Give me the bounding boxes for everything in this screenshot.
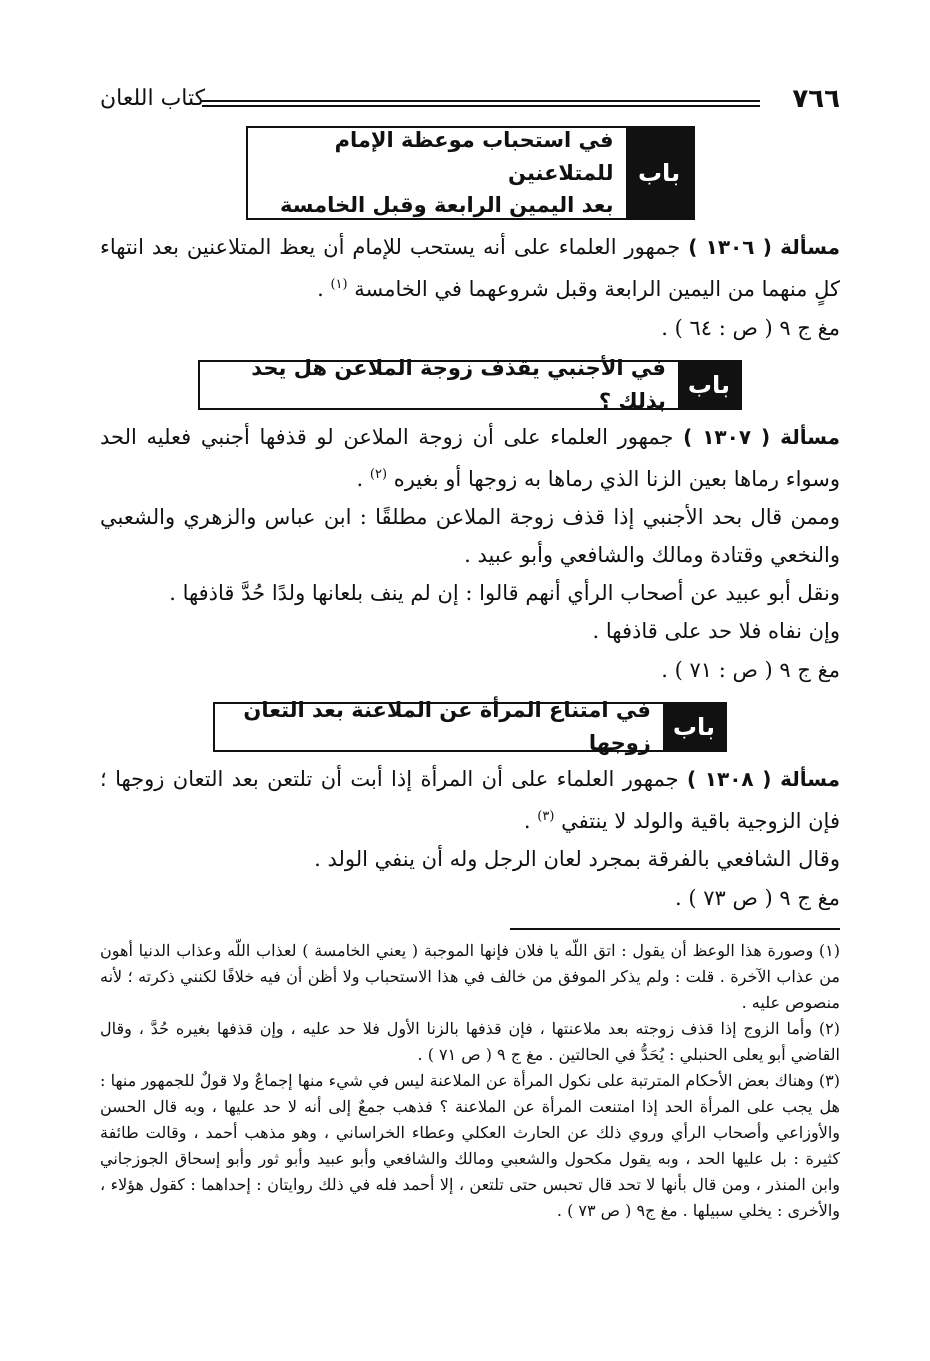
issue-body: جمهور العلماء على أن المرأة إذا أبت أن تلتعن بعد التعان زوجها ؛ فإن الزوجية باقية والولد لا ينتفي <box>100 767 840 833</box>
issue-label: مسألة ( ١٣٠٧ ) <box>683 425 840 449</box>
footnote: (١) وصورة هذا الوعظ أن يقول : اتق اللّه يا فلان فإنها الموجبة ( يعني الخامسة ) لعذاب اللّه وعذاب الدنيا أهون من عذاب الآخرة . قلت : ولم يذكر الموفق من خالف في هذا الاستحباب ولا أظن أن فيه خلافًا لكنني ذكرته ؛ لأنه منصوص عليه . <box>100 941 840 1012</box>
chapter-heading-1 <box>246 126 695 220</box>
source-reference: مغ ج ٩ ( ص : ٧١ ) . <box>661 658 840 682</box>
footnote: (٢) وأما الزوج إذا قذف زوجته بعد ملاعنتها ، فإن قذفها بالزنا الأول فلا حد عليه ، وإن قذفها بغيره حُدَّ ، وقال القاضي أبو يعلى الحنبلي : يُحَدُّ في الحالتين . مغ ج ٩ ( ص ٧١ ) . <box>100 1019 840 1064</box>
issue-text <box>100 418 840 498</box>
paragraph: وإن نفاه فلا حد على قاذفها . <box>592 619 840 643</box>
footnote-mark: (١) <box>330 277 348 292</box>
issue-text <box>100 760 840 840</box>
paragraph: وقال الشافعي بالفرقة بمجرد لعان الرجل وله أن ينفي الولد . <box>314 847 840 871</box>
chapter-title-line: في امتناع المرأة عن الملاعنة بعد التعان زوجها <box>243 698 651 755</box>
footnotes <box>100 938 840 1224</box>
footnote-separator <box>510 928 840 930</box>
chapter-heading-3 <box>213 698 727 755</box>
issue-label: مسألة ( ١٣٠٦ ) <box>688 235 840 259</box>
footnote: (٣) وهناك بعض الأحكام المترتبة على نكول المرأة عن الملاعنة ليس في شيء منها إجماعٌ ولا قولٌ للجمهور منها : هل يجب على المرأة الحد إذا امتنعت المرأة عن الملاعنة ؟ فذهب جمعٌ إلى أنه لا حد عليها ، وبه قال الحسن والأوزاعي وأصحاب الرأي وروي ذلك عن الحارث العكلي وعطاء الخراساني ، وهو مذهب أحمد ، وقالت طائفة كثيرة : بل عليها الحد ، وبه يقول مكحول والشعبي ومالك والشافعي وأبو عبيد وأبو ثور وأبو إسحاق الجوزجاني وابن المنذر ، ومن قال بأنها لا تحد قال تحبس حتى تلتعن ، إلا أحمد فله في ذلك روايتان : إحداهما : كقول هؤلاء ، والأخرى : يخلي سبيلها . مغ ج٩ ( ص ٧٣ ) . <box>100 1071 840 1220</box>
issue-1307 <box>100 418 840 690</box>
chapter-label: باب <box>626 128 693 218</box>
issue-text <box>100 228 840 308</box>
book-title: كتاب اللعان <box>100 86 206 111</box>
chapter-label: باب <box>678 362 740 408</box>
issue-1308 <box>100 760 840 918</box>
chapter-title <box>248 128 626 218</box>
header-rule <box>202 100 760 107</box>
issue-body: جمهور العلماء على أنه يستحب للإمام أن يعظ المتلاعنين بعد انتهاء كلٍ منهما من اليمين الرابعة وقبل شروعهما في الخامسة <box>100 235 840 301</box>
page-number: ٧٦٦ <box>792 84 840 114</box>
chapter-title-line: في استحباب موعظة الإمام للمتلاعنين <box>334 128 614 185</box>
issue-body: جمهور العلماء على أن زوجة الملاعن لو قذفها أجنبي فعليه الحد وسواء رماها بعين الزنا الذي رماها به زوجها أو بغيره <box>100 425 840 491</box>
chapter-title <box>200 356 678 413</box>
page-header <box>100 82 840 116</box>
issue-label: مسألة ( ١٣٠٨ ) <box>686 767 840 791</box>
issue-1306 <box>100 228 840 348</box>
paragraph: ونقل أبو عبيد عن أصحاب الرأي أنهم قالوا : إن لم ينف بلعانها ولدًا حُدَّ قاذفها . <box>169 581 840 605</box>
chapter-heading-2 <box>198 356 742 413</box>
issue-tail: . <box>317 277 331 301</box>
source-reference: مغ ج ٩ ( ص ٧٣ ) . <box>674 886 840 910</box>
footnote-mark: (٢) <box>369 467 388 482</box>
source-reference: مغ ج ٩ ( ص : ٦٤ ) . <box>661 316 840 340</box>
chapter-title <box>215 698 663 755</box>
footnote-mark: (٣) <box>537 809 555 824</box>
chapter-title-line: في الأجنبي يقذف زوجة الملاعن هل يحد بذلك ؟ <box>251 356 666 413</box>
book-page <box>100 82 840 1224</box>
issue-tail: . <box>356 467 370 491</box>
chapter-title-line: بعد اليمين الرابعة وقبل الخامسة <box>280 193 614 218</box>
issue-tail: . <box>523 809 538 833</box>
chapter-label: باب <box>663 704 725 750</box>
paragraph: وممن قال بحد الأجنبي إذا قذف زوجة الملاعن مطلقًا : ابن عباس والزهري والشعبي والنخعي وقتادة ومالك والشافعي وأبو عبيد . <box>100 505 840 567</box>
